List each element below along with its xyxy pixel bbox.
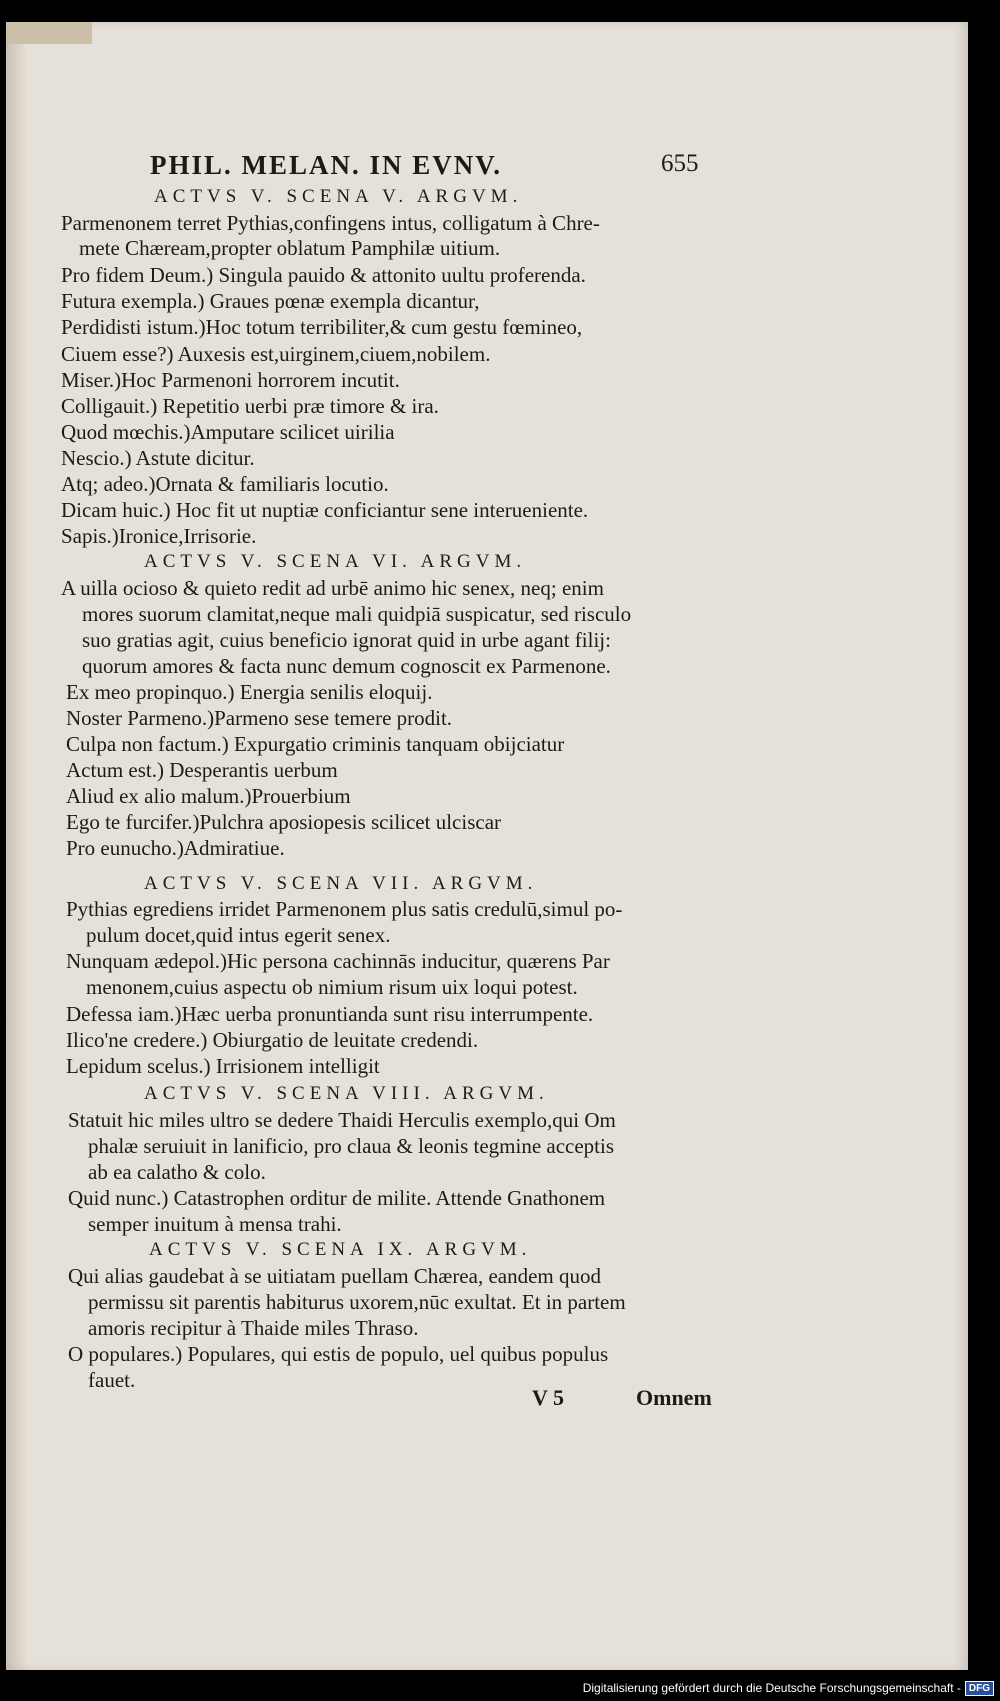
text-line: amoris recipitur à Thaide miles Thraso. [88,1316,419,1340]
dfg-logo-icon: DFG [965,1681,994,1696]
text-line: O populares.) Populares, qui estis de populo, uel quibus populus [68,1342,609,1366]
text-line: Aliud ex alio malum.)Prouerbium [66,784,351,808]
text-line: Lepidum scelus.) Irrisionem intelligit [66,1054,380,1078]
text-line: Sapis.)Ironice,Irrisorie. [61,524,257,548]
text-line: Nunquam ædepol.)Hic persona cachinnās inducitur, quærens Par [66,949,610,973]
page-number: 655 [661,150,699,177]
signature-mark: V 5 [532,1385,564,1410]
scene-heading: ACTVS V. SCENA VII. ARGVM. [144,873,538,894]
text-line: Noster Parmeno.)Parmeno sese temere prodit. [66,706,453,730]
text-line: mete Chæream,propter oblatum Pamphilæ uitium. [79,236,501,260]
credit-text: Digitalisierung gefördert durch die Deutsche Forschungsgemeinschaft - [582,1681,961,1695]
text-line: suo gratias agit, cuius beneficio ignorat quid in urbe agant filij: [82,628,611,652]
digitization-credit [583,1679,994,1697]
text-line: semper inuitum à mensa trahi. [88,1212,342,1236]
text-line: Futura exempla.) Graues pœnæ exempla dicantur, [61,289,480,313]
text-line: Dicam huic.) Hoc fit ut nuptiæ conficiantur sene interueniente. [61,498,589,522]
text-line: quorum amores & facta nunc demum cognoscit ex Parmenone. [82,654,611,678]
text-line: ab ea calatho & colo. [88,1160,266,1184]
text-line: Atq; adeo.)Ornata & familiaris locutio. [61,472,389,496]
text-line: Ego te furcifer.)Pulchra aposiopesis scilicet ulciscar [66,810,502,834]
text-line: fauet. [88,1368,136,1392]
scene-heading: ACTVS V. SCENA V. ARGVM. [154,186,523,207]
text-line: pulum docet,quid intus egerit senex. [86,923,391,947]
text-line: Culpa non factum.) Expurgatio criminis tanquam obijciatur [66,732,565,756]
text-line: Quod mœchis.)Amputare scilicet uirilia [61,420,395,444]
catchword: Omnem [636,1385,712,1410]
text-line: Quid nunc.) Catastrophen orditur de milite. Attende Gnathonem [68,1186,606,1210]
text-line: Perdidisti istum.)Hoc totum terribiliter,& cum gestu fœmineo, [61,315,583,339]
text-line: permissu sit parentis habiturus uxorem,nūc exultat. Et in partem [88,1290,626,1314]
book-page [6,22,968,1670]
text-line: Nescio.) Astute dicitur. [61,446,255,470]
text-line: Pro fidem Deum.) Singula pauido & attonito uultu proferenda. [61,263,586,287]
text-line: Pythias egrediens irridet Parmenonem plus satis credulū,simul po- [66,897,623,921]
text-line: Qui alias gaudebat à se uitiatam puellam Chærea, eandem quod [68,1264,601,1288]
text-line: Ilico'ne credere.) Obiurgatio de leuitate credendi. [66,1028,479,1052]
text-line: Pro eunucho.)Admiratiue. [66,836,285,860]
text-line: Defessa iam.)Hæc uerba pronuntianda sunt risu interrumpente. [66,1002,594,1026]
text-line: Parmenonem terret Pythias,confingens intus, colligatum à Chre- [61,211,600,235]
text-line: mores suorum clamitat,neque mali quidpiā suspicatur, sed risculo [82,602,632,626]
text-line: phalæ seruiuit in lanificio, pro claua & leonis tegmine acceptis [88,1134,615,1158]
running-title: PHIL. MELAN. IN EVNV. [150,150,503,180]
text-line: Actum est.) Desperantis uerbum [66,758,338,782]
scene-heading: ACTVS V. SCENA VI. ARGVM. [144,551,527,572]
scene-heading: ACTVS V. SCENA VIII. ARGVM. [144,1083,549,1104]
text-line: Statuit hic miles ultro se dedere Thaidi Herculis exemplo,qui Om [68,1108,616,1132]
paper-scrap [6,22,92,44]
text-line: Miser.)Hoc Parmenoni horrorem incutit. [61,368,400,392]
text-line: Ciuem esse?) Auxesis est,uirginem,ciuem,nobilem. [61,342,491,366]
text-line: menonem,cuius aspectu ob nimium risum uix loqui potest. [86,975,578,999]
text-line: Ex meo propinquo.) Energia senilis eloquij. [66,680,433,704]
scene-heading: ACTVS V. SCENA IX. ARGVM. [149,1239,532,1260]
text-line: A uilla ocioso & quieto redit ad urbē animo hic senex, neq; enim [61,576,604,600]
text-line: Colligauit.) Repetitio uerbi præ timore & ira. [61,394,439,418]
